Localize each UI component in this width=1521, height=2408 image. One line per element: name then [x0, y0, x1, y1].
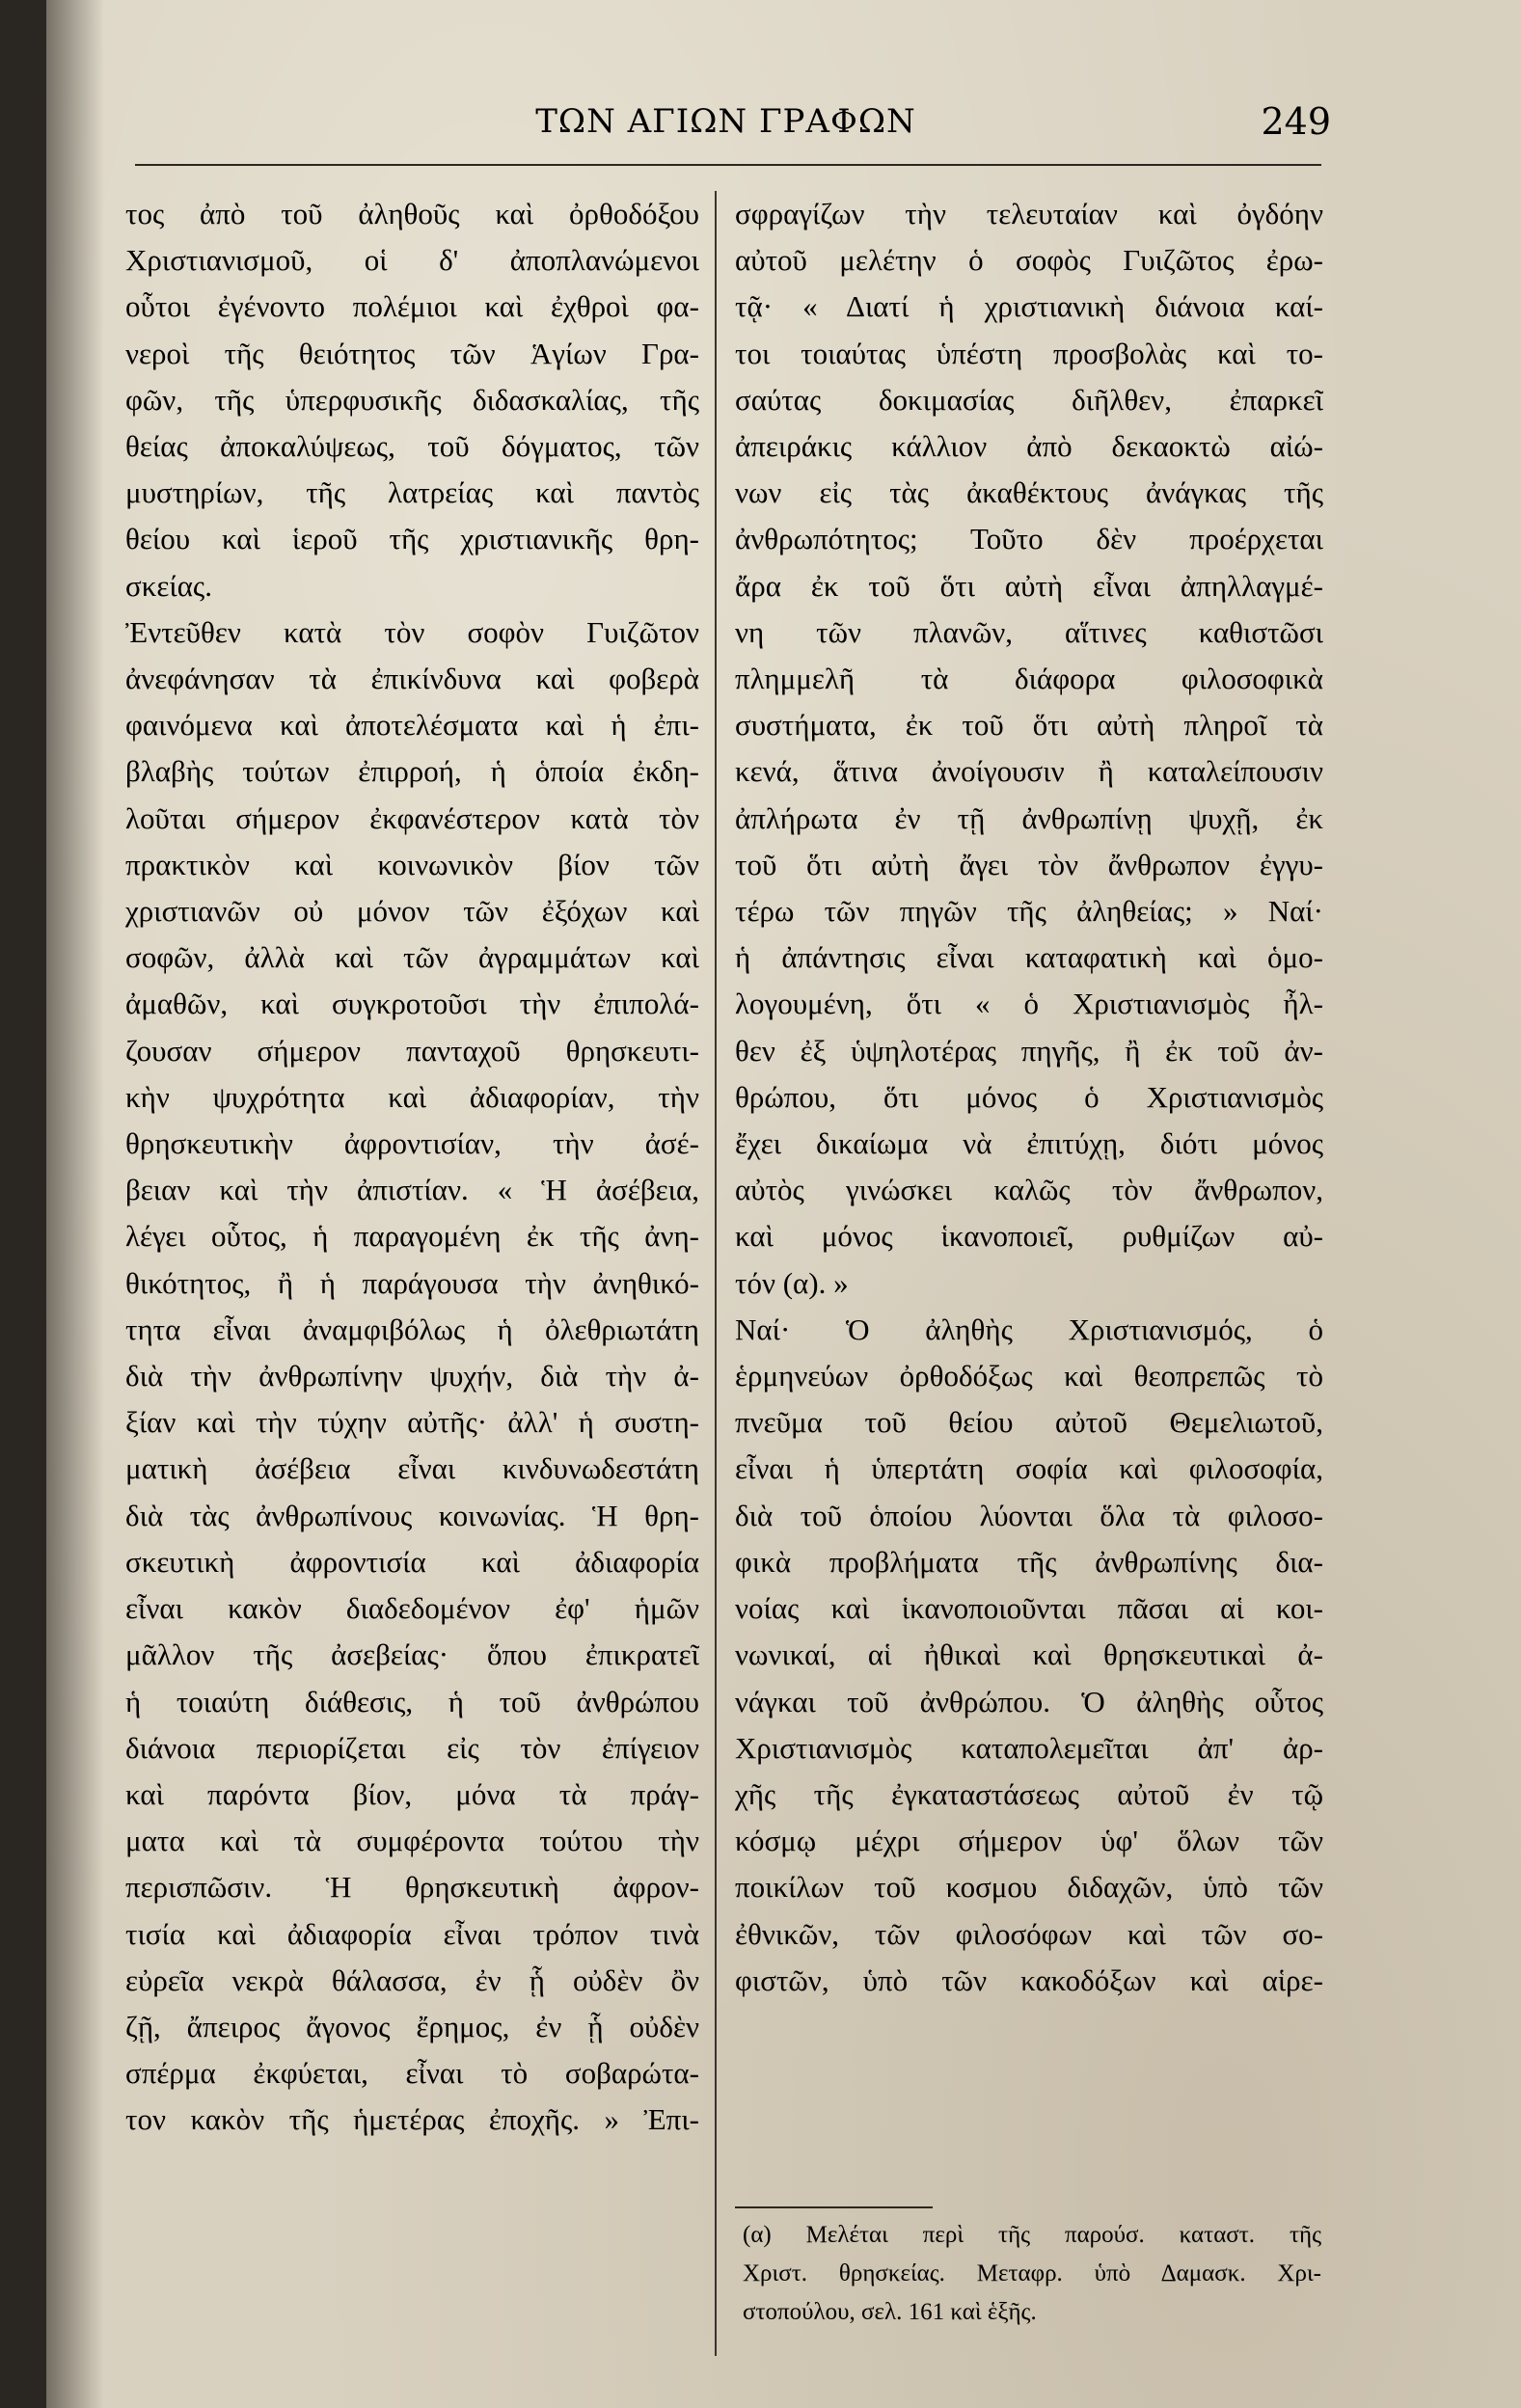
right-column-line: νη τῶν πλανῶν, αἵτινες καθιστῶσι: [735, 614, 1323, 649]
right-column-line: κόσμῳ μέχρι σήμερον ὑφ' ὅλων τῶν: [735, 1824, 1323, 1858]
left-column-line: καὶ παρόντα βίον, μόνα τὰ πράγ-: [125, 1776, 699, 1811]
left-column-line: σκευτικὴ ἀφροντισία καὶ ἀδιαφορία: [125, 1544, 699, 1579]
left-column-line: φῶν, τῆς ὑπερφυσικῆς διδασκαλίας, τῆς: [125, 382, 699, 417]
right-column-line: κενά, ἅτινα ἀνοίγουσιν ἢ καταλείπουσιν: [735, 754, 1323, 789]
left-column-line: ζουσαν σήμερον πανταχοῦ θρησκευτι-: [125, 1033, 699, 1068]
right-column-line: πλημμελῆ τὰ διάφορα φιλοσοφικὰ: [735, 662, 1323, 696]
left-column-line: ἀνεφάνησαν τὰ ἐπικίνδυνα καὶ φοβερὰ: [125, 662, 699, 696]
left-column-line: λέγει οὗτος, ἡ παραγομένη ἐκ τῆς ἀνη-: [125, 1219, 699, 1254]
left-column-line: τος ἀπὸ τοῦ ἀληθοῦς καὶ ὀρθοδόξου: [125, 197, 699, 230]
left-column-line: βειαν καὶ τὴν ἀπιστίαν. « Ἡ ἀσέβεια,: [125, 1173, 699, 1207]
left-column-line: πρακτικὸν καὶ κοινωνικὸν βίον τῶν: [125, 847, 699, 881]
left-column-line: σκείας.: [125, 568, 212, 603]
left-column-line: διὰ τὰς ἀνθρωπίνους κοινωνίας. Ἡ θρη-: [125, 1498, 699, 1532]
right-column-line: φικὰ προβλήματα τῆς ἀνθρωπίνης δια-: [735, 1544, 1323, 1579]
gutter-shadow: [46, 0, 104, 2408]
right-column-line: ἐθνικῶν, τῶν φιλοσόφων καὶ τῶν σο-: [735, 1916, 1323, 1951]
left-column-line: βλαβὴς τούτων ἐπιρροή, ἡ ὁποία ἐκδη-: [125, 754, 699, 789]
right-column-line: νωνικαί, αἱ ἠθικαὶ καὶ θρησκευτικαὶ ἀ-: [735, 1637, 1323, 1672]
right-column-line: πνεῦμα τοῦ θείου αὐτοῦ Θεμελιωτοῦ,: [735, 1405, 1323, 1440]
left-column-line: εὐρεῖα νεκρὰ θάλασσα, ἐν ᾗ οὐδὲν ὂν: [125, 1962, 699, 1997]
running-title: ΤΩΝ ΑΓΙΩΝ ΓΡΑΦΩΝ: [535, 102, 916, 141]
right-column-line: τᾷ· « Διατί ἡ χριστιανικὴ διάνοια καί-: [735, 289, 1323, 324]
right-column-line: τέρω τῶν πηγῶν τῆς ἀληθείας; » Ναί·: [735, 894, 1323, 929]
right-column-line: ἡ ἀπάντησις εἶναι καταφατικὴ καὶ ὁμο-: [735, 940, 1323, 975]
left-column-line: σοφῶν, ἀλλὰ καὶ τῶν ἀγραμμάτων καὶ: [125, 940, 699, 975]
footnote: [743, 2216, 1321, 2332]
right-column-line: σαύτας δοκιμασίας διῆλθεν, ἐπαρκεῖ: [735, 382, 1323, 417]
footnote-rule: [735, 2206, 933, 2208]
left-column-line: θρησκευτικὴν ἀφροντισίαν, τὴν ἀσέ-: [125, 1126, 699, 1161]
right-column-line: σφραγίζων τὴν τελευταίαν καὶ ὀγδόην: [735, 197, 1323, 230]
page-number: 249: [1261, 100, 1331, 143]
left-column-line: λοῦται σήμερον ἐκφανέστερον κατὰ τὸν: [125, 800, 699, 835]
right-column-line: ἄρα ἐκ τοῦ ὅτι αὐτὴ εἶναι ἀπηλλαγμέ-: [735, 568, 1323, 603]
left-column-line: θικότητος, ἢ ἡ παράγουσα τὴν ἀνηθικό-: [125, 1265, 699, 1300]
right-column-line: ἀπειράκις κάλλιον ἀπὸ δεκαοκτὼ αἰώ-: [735, 429, 1323, 464]
left-column-line: περισπῶσιν. Ἡ θρησκευτικὴ ἀφρον-: [125, 1870, 699, 1905]
left-column-line: κὴν ψυχρότητα καὶ ἀδιαφορίαν, τὴν: [125, 1079, 699, 1114]
left-column-line: φαινόμενα καὶ ἀποτελέσματα καὶ ἡ ἐπι-: [125, 708, 699, 743]
left-column-line: μυστηρίων, τῆς λατρείας καὶ παντὸς: [125, 475, 699, 510]
right-column-line: ἀνθρωπότητος; Τοῦτο δὲν προέρχεται: [735, 522, 1323, 556]
left-column: [125, 191, 699, 2144]
right-column-line: νων εἰς τὰς ἀκαθέκτους ἀνάγκας τῆς: [735, 475, 1323, 510]
footnote-line: στοπούλου, σελ. 161 καὶ ἑξῆς.: [743, 2299, 1037, 2325]
right-column-line: ἔχει δικαίωμα νὰ ἐπιτύχῃ, διότι μόνος: [735, 1126, 1323, 1161]
left-column-line: εἶναι κακὸν διαδεδομένον ἐφ' ἡμῶν: [125, 1591, 699, 1626]
left-column-line: σπέρμα ἐκφύεται, εἶναι τὸ σοβαρώτα-: [125, 2056, 699, 2091]
right-column-line: φιστῶν, ὑπὸ τῶν κακοδόξων καὶ αἱρε-: [735, 1962, 1323, 1997]
right-column-line: τόν (α). »: [735, 1265, 849, 1300]
right-column-line: Ναί· Ὁ ἀληθὴς Χριστιανισμός, ὁ: [735, 1312, 1323, 1346]
right-column-line: χῆς τῆς ἐγκαταστάσεως αὐτοῦ ἐν τῷ: [735, 1776, 1323, 1811]
running-head: [121, 93, 1331, 158]
right-column: [735, 191, 1323, 2004]
left-column-line: τισία καὶ ἀδιαφορία εἶναι τρόπον τινὰ: [125, 1916, 699, 1951]
right-column-line: καὶ μόνος ἱκανοποιεῖ, ρυθμίζων αὐ-: [735, 1219, 1323, 1254]
left-column-line: διάνοια περιορίζεται εἰς τὸν ἐπίγειον: [125, 1730, 699, 1765]
left-column-line: οὗτοι ἐγένοντο πολέμιοι καὶ ἐχθροὶ φα-: [125, 289, 699, 324]
left-column-line: θείας ἀποκαλύψεως, τοῦ δόγματος, τῶν: [125, 429, 699, 464]
column-divider: [715, 191, 717, 2356]
right-column-line: αὐτοῦ μελέτην ὁ σοφὸς Γυιζῶτος ἐρω-: [735, 243, 1323, 278]
right-column-line: λογουμένη, ὅτι « ὁ Χριστιανισμὸς ἦλ-: [735, 987, 1323, 1021]
right-column-line: εἶναι ἡ ὑπερτάτη σοφία καὶ φιλοσοφία,: [735, 1451, 1323, 1486]
left-column-line: ζῇ, ἄπειρος ἄγονος ἔρημος, ἐν ᾗ οὐδὲν: [125, 2009, 699, 2043]
left-column-line: ξίαν καὶ τὴν τύχην αὐτῆς· ἀλλ' ἡ συστη-: [125, 1405, 699, 1440]
right-column-line: τοῦ ὅτι αὐτὴ ἄγει τὸν ἄνθρωπον ἐγγυ-: [735, 847, 1323, 881]
left-column-line: ἀμαθῶν, καὶ συγκροτοῦσι τὴν ἐπιπολά-: [125, 987, 699, 1021]
left-column-line: ματα καὶ τὰ συμφέροντα τούτου τὴν: [125, 1824, 699, 1858]
right-column-line: θεν ἐξ ὑψηλοτέρας πηγῆς, ἢ ἐκ τοῦ ἀν-: [735, 1033, 1323, 1068]
header-rule: [135, 164, 1321, 166]
left-column-line: νεροὶ τῆς θειότητος τῶν Ἁγίων Γρα-: [125, 336, 699, 370]
right-column-line: συστήματα, ἐκ τοῦ ὅτι αὐτὴ πληροῖ τὰ: [735, 708, 1323, 743]
left-column-line: Ἐντεῦθεν κατὰ τὸν σοφὸν Γυιζῶτον: [125, 614, 699, 649]
left-column-line: μᾶλλον τῆς ἀσεβείας· ὅπου ἐπικρατεῖ: [125, 1637, 699, 1672]
left-column-line: τητα εἶναι ἀναμφιβόλως ἡ ὀλεθριωτάτη: [125, 1312, 699, 1346]
right-column-line: διὰ τοῦ ὁποίου λύονται ὅλα τὰ φιλοσο-: [735, 1498, 1323, 1532]
right-column-line: τοι τοιαύτας ὑπέστη προσβολὰς καὶ το-: [735, 336, 1323, 370]
right-column-line: ἀπλήρωτα ἐν τῇ ἀνθρωπίνῃ ψυχῇ, ἐκ: [735, 800, 1323, 835]
left-column-line: Χριστιανισμοῦ, οἱ δ' ἀποπλανώμενοι: [125, 243, 699, 278]
right-column-line: νάγκαι τοῦ ἀνθρώπου. Ὁ ἀληθὴς οὗτος: [735, 1684, 1323, 1718]
left-column-line: διὰ τὴν ἀνθρωπίνην ψυχήν, διὰ τὴν ἀ-: [125, 1359, 699, 1393]
left-column-line: χριστιανῶν οὐ μόνον τῶν ἐξόχων καὶ: [125, 894, 699, 929]
left-column-line: ἡ τοιαύτη διάθεσις, ἡ τοῦ ἀνθρώπου: [125, 1684, 699, 1718]
footnote-line: (α) Μελέται περὶ τῆς παρούσ. καταστ. τῆς: [743, 2222, 1321, 2248]
right-column-line: αὐτὸς γινώσκει καλῶς τὸν ἄνθρωπον,: [735, 1173, 1323, 1207]
left-column-line: τον κακὸν τῆς ἡμετέρας ἐποχῆς. » Ἐπι-: [125, 2102, 699, 2137]
right-column-line: νοίας καὶ ἱκανοποιοῦνται πᾶσαι αἱ κοι-: [735, 1591, 1323, 1626]
left-column-line: ματικὴ ἀσέβεια εἶναι κινδυνωδεστάτη: [125, 1451, 699, 1486]
footnote-line: Χριστ. θρησκείας. Μεταφρ. ὑπὸ Δαμασκ. Χρι-: [743, 2260, 1321, 2286]
right-column-line: θρώπου, ὅτι μόνος ὁ Χριστιανισμὸς: [735, 1079, 1323, 1114]
right-column-line: ποικίλων τοῦ κοσμου διδαχῶν, ὑπὸ τῶν: [735, 1870, 1323, 1905]
right-column-line: Χριστιανισμὸς καταπολεμεῖται ἀπ' ἀρ-: [735, 1730, 1323, 1765]
left-column-line: θείου καὶ ἱεροῦ τῆς χριστιανικῆς θρη-: [125, 522, 699, 556]
right-column-line: ἑρμηνεύων ὀρθοδόξως καὶ θεοπρεπῶς τὸ: [735, 1359, 1323, 1393]
